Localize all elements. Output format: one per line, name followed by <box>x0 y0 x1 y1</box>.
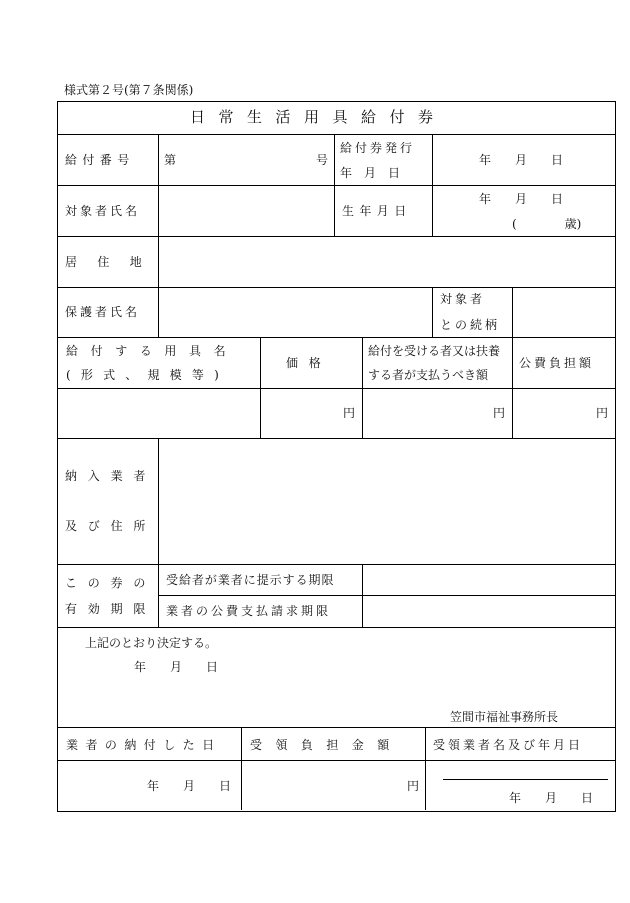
payer-amount-unit: 円 <box>493 406 506 420</box>
deadline-claim-label: 業者の公費支払請求期限 <box>166 604 332 618</box>
relation-label-2: との続柄 <box>440 318 501 332</box>
validity-label-1: この券の <box>65 576 157 590</box>
form-title: 日常生活用具給付券 <box>190 108 447 126</box>
validity-label-2: 有効期限 <box>65 602 157 616</box>
price-label: 価格 <box>286 356 332 370</box>
delivery-date-value: 年 月 日 <box>147 779 232 793</box>
relation-label-1: 対象者 <box>440 292 486 306</box>
recipient-name-label: 対象者氏名 <box>65 204 141 218</box>
address-label: 居住地 <box>65 255 163 269</box>
public-cost-label: 公費負担額 <box>519 356 595 370</box>
payer-amount-label-2: する者が支払うべき額 <box>368 368 489 382</box>
received-amount-label: 受領負担金額 <box>250 738 403 752</box>
issuer-name: 笠間市福祉事務所長 <box>450 710 559 724</box>
birth-date-value: 年 月 日 <box>479 192 564 206</box>
vendor-label-2: 及び住所 <box>65 519 157 533</box>
issue-date-value: 年 月 日 <box>479 153 564 167</box>
item-name-label-2: (形式、規模等) <box>66 368 229 382</box>
vendor-label-1: 納入業者 <box>65 469 157 483</box>
ticket-number-prefix: 第 <box>164 153 177 167</box>
decision-text: 上記のとおり決定する。 <box>85 636 218 650</box>
form-number-label: 様式第２号(第７条関係) <box>64 83 194 97</box>
price-unit: 円 <box>343 406 356 420</box>
ticket-number-suffix: 号 <box>316 153 329 167</box>
decision-date: 年 月 日 <box>134 660 219 674</box>
issue-date-label-1: 給付券発行 <box>340 141 416 155</box>
birth-date-label: 生年月日 <box>342 204 412 218</box>
ticket-number-label: 給付番号 <box>65 153 135 167</box>
public-cost-unit: 円 <box>596 406 609 420</box>
receipt-date-value: 年 月 日 <box>509 791 594 805</box>
age-value: ( 歳) <box>512 217 582 231</box>
deadline-present-label: 受給者が業者に提示する期限 <box>166 573 335 587</box>
receipt-vendor-label: 受領業者名及び年月日 <box>433 738 584 752</box>
guardian-name-label: 保護者氏名 <box>65 305 141 319</box>
issue-date-label-2: 年 月 日 <box>340 166 401 180</box>
item-name-label-1: 給付する用具名 <box>66 344 239 358</box>
signature-line <box>443 779 608 780</box>
payer-amount-label-1: 給付を受ける者又は扶養 <box>368 344 501 358</box>
received-amount-unit: 円 <box>407 779 420 793</box>
delivery-date-label: 業者の納付した日 <box>66 738 222 752</box>
